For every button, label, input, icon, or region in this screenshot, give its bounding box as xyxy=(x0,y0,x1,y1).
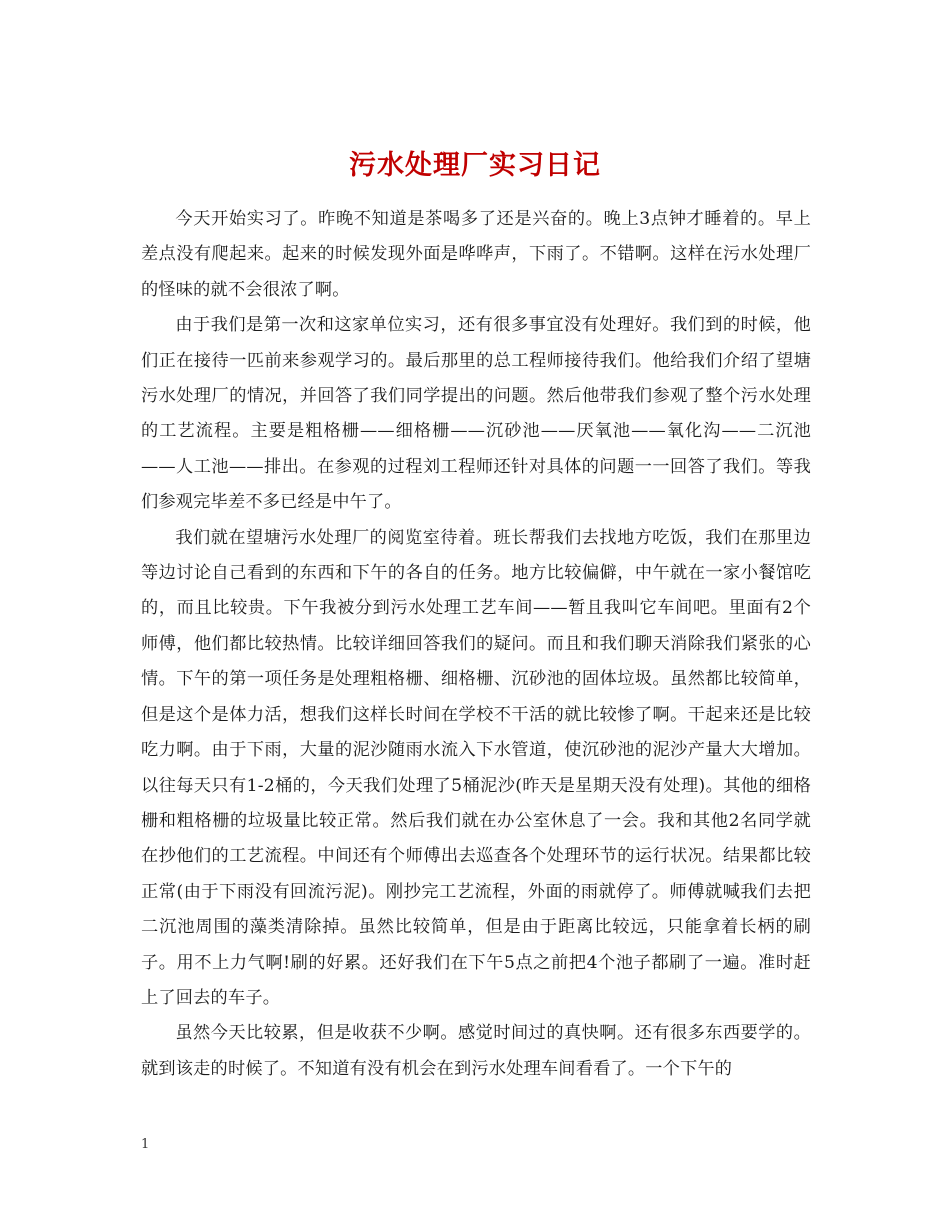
paragraph-3: 我们就在望塘污水处理厂的阅览室待着。班长帮我们去找地方吃饭，我们在那里边等边讨论自己看到的东西和下午的各自的任务。地方比较偏僻，中午就在一家小餐馆吃的，而且比较贵。下午我被分到污水处理工艺车间——暂且我叫它车间吧。里面有2个师傅，他们都比较热情。比较详细回答我们的疑问。而且和我们聊天消除我们紧张的心情。下午的第一项任务是处理粗格栅、细格栅、沉砂池的固体垃圾。虽然都比较简单，但是这个是体力活，想我们这样长时间在学校不干活的就比较惨了啊。干起来还是比较吃力啊。由于下雨，大量的泥沙随雨水流入下水管道，使沉砂池的泥沙产量大大增加。以往每天只有1-2桶的，今天我们处理了5桶泥沙(昨天是星期天没有处理)。其他的细格栅和粗格栅的垃圾量比较正常。然后我们就在办公室休息了一会。我和其他2名同学就在抄他们的工艺流程。中间还有个师傅出去巡查各个处理环节的运行状况。结果都比较正常(由于下雨没有回流污泥)。刚抄完工艺流程，外面的雨就停了。师傅就喊我们去把二沉池周围的藻类清除掉。虽然比较简单，但是由于距离比较远，只能拿着长柄的刷子。用不上力气啊!刷的好累。还好我们在下午5点之前把4个池子都刷了一遍。准时赶上了回去的车子。 xyxy=(141,527,811,1008)
paragraph-4: 虽然今天比较累，但是收获不少啊。感觉时间过的真快啊。还有很多东西要学的。就到该走的时候了。不知道有没有机会在到污水处理车间看看了。一个下午的 xyxy=(141,1023,811,1079)
document-body xyxy=(141,202,811,1087)
document-title: 污水处理厂实习日记 xyxy=(349,150,601,182)
page-number: 1 xyxy=(141,1137,150,1152)
paragraph-2: 由于我们是第一次和这家单位实习，还有很多事宜没有处理好。我们到的时候，他们正在接待一匹前来参观学习的。最后那里的总工程师接待我们。他给我们介绍了望塘污水处理厂的情况，并回答了我们同学提出的问题。然后他带我们参观了整个污水处理的工艺流程。主要是粗格栅——细格栅——沉砂池——厌氧池——氧化沟——二沉池——人工池——排出。在参观的过程刘工程师还针对具体的问题一一回答了我们。等我们参观完毕差不多已经是中午了。 xyxy=(141,315,811,513)
paragraph-1: 今天开始实习了。昨晚不知道是茶喝多了还是兴奋的。晚上3点钟才睡着的。早上差点没有爬起来。起来的时候发现外面是哗哗声，下雨了。不错啊。这样在污水处理厂的怪味的就不会很浓了啊。 xyxy=(141,209,811,300)
